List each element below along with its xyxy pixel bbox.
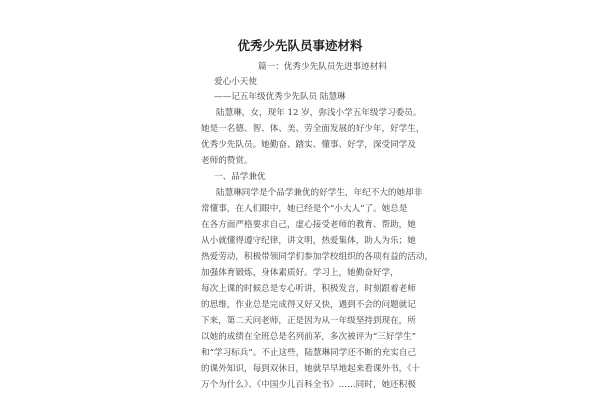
nickname-line: 爱心小天使 [214, 77, 257, 87]
paragraph-line: 热爱劳动，积极带领同学们参加学校组织的各项有益的活动， [201, 252, 434, 262]
paragraph-line: 陆慧琳同学是个品学兼优的好学生，年纪不大的她却非 [216, 188, 423, 198]
paragraph-line: 优秀少先队员。她勤奋、踏实、懂事、好学，深受同学及 [201, 140, 416, 150]
paragraph-line: 和“学习标兵”。不止这些，陆慧琳同学还不断的充实自己 [201, 348, 417, 358]
paragraph-line: 她是一名德、智、体、美、劳全面发展的好少年，好学生， [201, 124, 425, 134]
paragraph-line: 万个为什么》、《中国少儿百科全书》……同时，她还积极 [201, 380, 416, 390]
section-heading: 一、品学兼优 [214, 172, 266, 182]
paragraph-line: 加强体育锻炼，身体素质好。学习上，她勤奋好学， [201, 268, 399, 278]
paragraph-line: 的课外知识，每到双休日，她就早早地起来看课外书，《十 [201, 364, 421, 374]
subtitle: 篇一：优秀少先队员先进事迹材料 [258, 62, 387, 72]
document-title: 优秀少先队员事迹材料 [237, 38, 363, 53]
byline: ——记五年级优秀少先队员 陆慧琳 [214, 92, 346, 102]
paragraph-line: 老师的赞赏。 [201, 156, 253, 166]
paragraph-line: 从小就懂得遵守纪律，讲文明，热爱集体，助人为乐；她 [201, 236, 416, 246]
paragraph-line: 下来，第二天问老师，正是因为从一年级坚持到现在，所 [201, 316, 416, 326]
paragraph-line: 在各方面严格要求自己，虚心接受老师的教育、帮助，她 [201, 220, 416, 230]
paragraph-line: 陆慧琳，女，现年 12 岁，弥浅小学五年级学习委员。 [216, 108, 422, 118]
paragraph-line: 的思维，作业总是完成得又好又快，遇到不会的问题就记 [201, 300, 416, 310]
paragraph-line: 以她的成绩在全班总是名列前茅，多次被评为“三好学生” [201, 332, 417, 342]
paragraph-line: 常懂事，在人们眼中，她已经是个“小大人”了。她总是 [201, 204, 408, 214]
paragraph-line: 每次上课的时候总是专心听讲，积极发言，时刻跟着老师 [201, 284, 416, 294]
